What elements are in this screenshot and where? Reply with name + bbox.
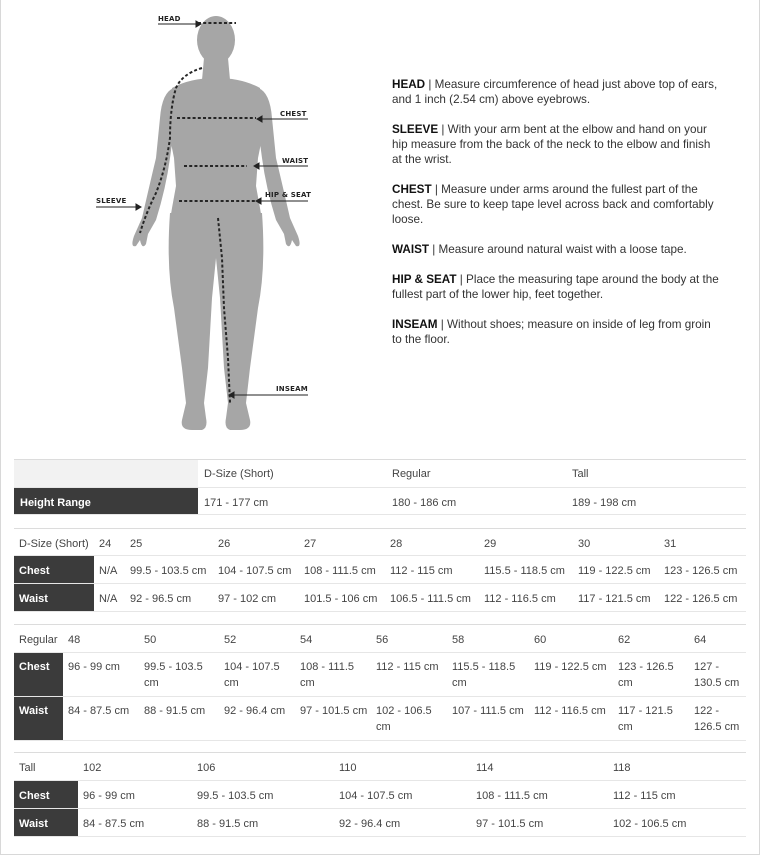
- header-cell: 54: [295, 625, 371, 653]
- header-cell: 62: [613, 625, 689, 653]
- header-cell: 64: [689, 625, 746, 653]
- instruction-waist: WAIST | Measure around natural waist with a loose tape.: [392, 243, 687, 257]
- header-cell: 25: [125, 529, 213, 556]
- table-cell: 122 - 126.5 cm: [689, 697, 746, 741]
- table-row: [14, 556, 746, 584]
- header-cell: 27: [299, 529, 385, 556]
- table-cell: 123 - 126.5 cm: [659, 556, 746, 584]
- table-cell: 92 - 96.5 cm: [125, 584, 213, 612]
- row-label: Chest: [14, 653, 63, 697]
- header-cell: 50: [139, 625, 219, 653]
- measurement-instructions: [392, 77, 722, 362]
- table-cell: 101.5 - 106 cm: [299, 584, 385, 612]
- header-cell: 106: [192, 753, 334, 781]
- header-cell: 48: [63, 625, 139, 653]
- table-header-row: [14, 753, 746, 781]
- instruction-inseam: INSEAM | Without shoes; measure on inside of leg from groin to the floor.: [392, 317, 711, 346]
- header-cell: Regular: [14, 625, 63, 653]
- table-cell: 97 - 102 cm: [213, 584, 299, 612]
- table-header-row: [14, 625, 746, 653]
- table-cell: 88 - 91.5 cm: [192, 809, 334, 837]
- header-cell: 29: [479, 529, 573, 556]
- body-measurement-figure: [90, 8, 330, 433]
- table-row: [14, 488, 746, 515]
- header-cell: D-Size (Short): [198, 460, 386, 488]
- row-label: Chest: [14, 556, 94, 584]
- table-header-row: [14, 529, 746, 556]
- instruction-head: HEAD | Measure circumference of head just above top of ears, and 1 inch (2.54 cm) above eyebrows.: [392, 78, 718, 107]
- table-cell: 123 - 126.5 cm: [613, 653, 689, 697]
- table-cell: 127 - 130.5 cm: [689, 653, 746, 697]
- row-label: Waist: [14, 697, 63, 741]
- table-cell: 107 - 111.5 cm: [447, 697, 529, 741]
- header-cell: 110: [334, 753, 471, 781]
- table-cell: 112 - 115 cm: [371, 653, 447, 697]
- label-sleeve: SLEEVE: [96, 197, 127, 205]
- header-cell: 60: [529, 625, 613, 653]
- table-cell: 102 - 106.5 cm: [608, 809, 746, 837]
- table-cell: 112 - 115 cm: [608, 781, 746, 809]
- table-cell: 108 - 111.5 cm: [295, 653, 371, 697]
- header-cell: Tall: [566, 460, 746, 488]
- table-cell: 104 - 107.5 cm: [219, 653, 295, 697]
- header-cell: 102: [78, 753, 192, 781]
- table-row: [14, 781, 746, 809]
- header-cell: 58: [447, 625, 529, 653]
- body-silhouette: [132, 16, 299, 430]
- instruction-chest: CHEST | Measure under arms around the fullest part of the chest. Be sure to keep tape level across back and comfortably loose.: [392, 183, 714, 227]
- row-label: Chest: [14, 781, 78, 809]
- table-cell: 104 - 107.5 cm: [213, 556, 299, 584]
- height-range-table: [14, 459, 746, 515]
- table-cell: 112 - 116.5 cm: [529, 697, 613, 741]
- header-cell: Tall: [14, 753, 78, 781]
- label-waist: WAIST: [282, 157, 309, 165]
- table-cell: 108 - 111.5 cm: [471, 781, 608, 809]
- table-cell: 88 - 91.5 cm: [139, 697, 219, 741]
- table-cell: 102 - 106.5 cm: [371, 697, 447, 741]
- table-cell: 97 - 101.5 cm: [295, 697, 371, 741]
- table-cell: N/A: [94, 556, 125, 584]
- tall-table: [14, 752, 746, 837]
- table-cell: 104 - 107.5 cm: [334, 781, 471, 809]
- table-cell: 119 - 122.5 cm: [529, 653, 613, 697]
- header-cell: 52: [219, 625, 295, 653]
- table-cell: 189 - 198 cm: [566, 488, 746, 515]
- table-cell: 122 - 126.5 cm: [659, 584, 746, 612]
- row-label: Waist: [14, 809, 78, 837]
- header-cell: 30: [573, 529, 659, 556]
- table-header-row: [14, 460, 746, 488]
- table-row: [14, 809, 746, 837]
- table-cell: 84 - 87.5 cm: [63, 697, 139, 741]
- table-cell: 115.5 - 118.5 cm: [447, 653, 529, 697]
- dsize-short-table: [14, 528, 746, 612]
- table-row: [14, 653, 746, 697]
- header-cell-blank: [14, 460, 198, 488]
- label-inseam: INSEAM: [276, 385, 308, 393]
- instruction-hip-seat: HIP & SEAT | Place the measuring tape around the body at the fullest part of the lower hip, feet together.: [392, 272, 719, 302]
- table-cell: 180 - 186 cm: [386, 488, 566, 515]
- label-chest: CHEST: [280, 110, 307, 118]
- header-cell: D-Size (Short): [14, 529, 94, 556]
- label-head: HEAD: [158, 15, 181, 23]
- header-cell: 118: [608, 753, 746, 781]
- label-hip-seat: HIP & SEAT: [265, 191, 312, 199]
- table-row: [14, 584, 746, 612]
- table-cell: 115.5 - 118.5 cm: [479, 556, 573, 584]
- row-label: Height Range: [14, 488, 198, 515]
- instruction-sleeve: SLEEVE | With your arm bent at the elbow and hand on your hip measure from the back of the neck to the elbow and finish at the wrist.: [392, 122, 711, 167]
- table-cell: 99.5 - 103.5 cm: [125, 556, 213, 584]
- regular-table: [14, 624, 746, 741]
- table-cell: 96 - 99 cm: [63, 653, 139, 697]
- table-cell: 112 - 116.5 cm: [479, 584, 573, 612]
- table-cell: 117 - 121.5 cm: [613, 697, 689, 741]
- table-cell: 84 - 87.5 cm: [78, 809, 192, 837]
- table-cell: 99.5 - 103.5 cm: [139, 653, 219, 697]
- table-cell: 97 - 101.5 cm: [471, 809, 608, 837]
- table-cell: 92 - 96.4 cm: [219, 697, 295, 741]
- header-cell: 28: [385, 529, 479, 556]
- header-cell: 24: [94, 529, 125, 556]
- header-cell: 114: [471, 753, 608, 781]
- table-cell: N/A: [94, 584, 125, 612]
- table-cell: 171 - 177 cm: [198, 488, 386, 515]
- table-cell: 119 - 122.5 cm: [573, 556, 659, 584]
- header-cell: 56: [371, 625, 447, 653]
- table-cell: 96 - 99 cm: [78, 781, 192, 809]
- row-label: Waist: [14, 584, 94, 612]
- table-cell: 106.5 - 111.5 cm: [385, 584, 479, 612]
- header-cell: 26: [213, 529, 299, 556]
- header-cell: 31: [659, 529, 746, 556]
- table-cell: 99.5 - 103.5 cm: [192, 781, 334, 809]
- table-cell: 117 - 121.5 cm: [573, 584, 659, 612]
- table-row: [14, 697, 746, 741]
- header-cell: Regular: [386, 460, 566, 488]
- table-cell: 92 - 96.4 cm: [334, 809, 471, 837]
- table-cell: 108 - 111.5 cm: [299, 556, 385, 584]
- table-cell: 112 - 115 cm: [385, 556, 479, 584]
